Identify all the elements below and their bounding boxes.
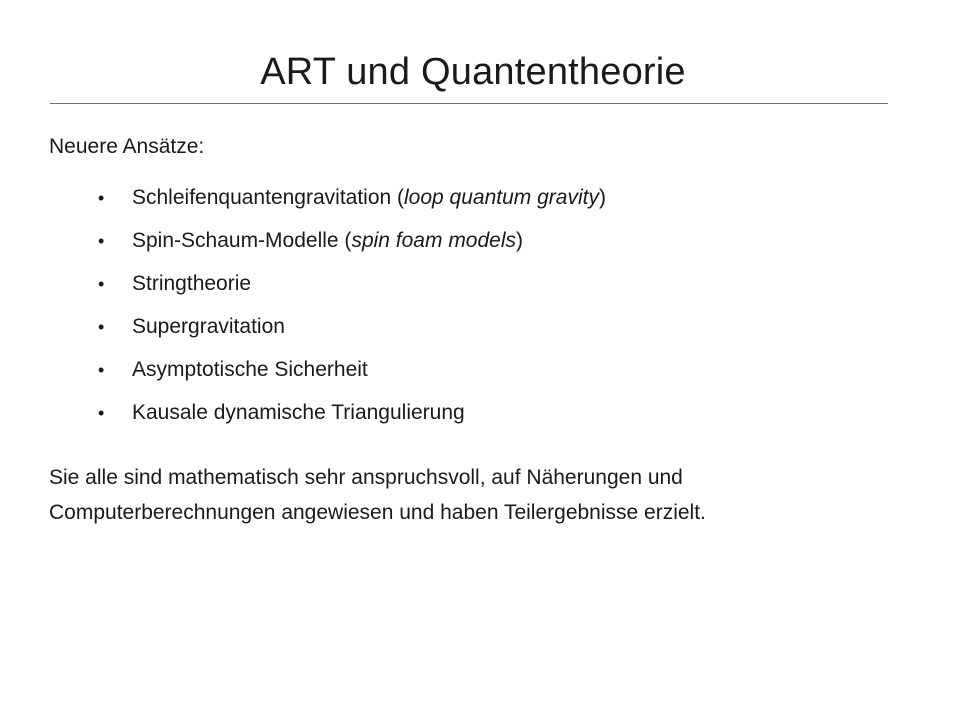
- list-item: [98, 312, 606, 355]
- bullet-icon: •: [98, 317, 105, 337]
- bullet-italic: spin foam models: [351, 229, 517, 252]
- bullet-icon: •: [98, 231, 105, 251]
- summary-paragraph: Sie alle sind mathematisch sehr anspruchsvoll, auf Näherungen und Computerberechnungen angewiesen und haben Teilergebnisse erzielt.: [49, 466, 706, 524]
- bullet-text: Spin-Schaum-Modelle (spin foam models): [132, 229, 524, 252]
- list-item: [98, 355, 606, 398]
- bullet-text: Supergravitation: [132, 315, 285, 338]
- bullet-text: Schleifenquantengravitation (loop quantum gravity): [132, 186, 606, 209]
- bullet-icon: •: [98, 188, 105, 208]
- bullet-icon: •: [98, 403, 105, 423]
- bullet-list: [98, 183, 606, 441]
- bullet-text: Kausale dynamische Triangulierung: [132, 401, 465, 424]
- bullet-text: Stringtheorie: [132, 272, 252, 295]
- list-item: [98, 226, 606, 269]
- title-divider: [50, 103, 888, 104]
- bullet-text: Asymptotische Sicherheit: [132, 358, 368, 381]
- bullet-icon: •: [98, 360, 105, 380]
- bullet-icon: •: [98, 274, 105, 294]
- list-item: [98, 269, 606, 312]
- bullet-italic: loop quantum gravity: [404, 186, 599, 209]
- list-item: [98, 183, 606, 226]
- intro-text: Neuere Ansätze:: [49, 135, 205, 158]
- slide-title: ART und Quantentheorie: [260, 51, 686, 93]
- list-item: [98, 398, 606, 441]
